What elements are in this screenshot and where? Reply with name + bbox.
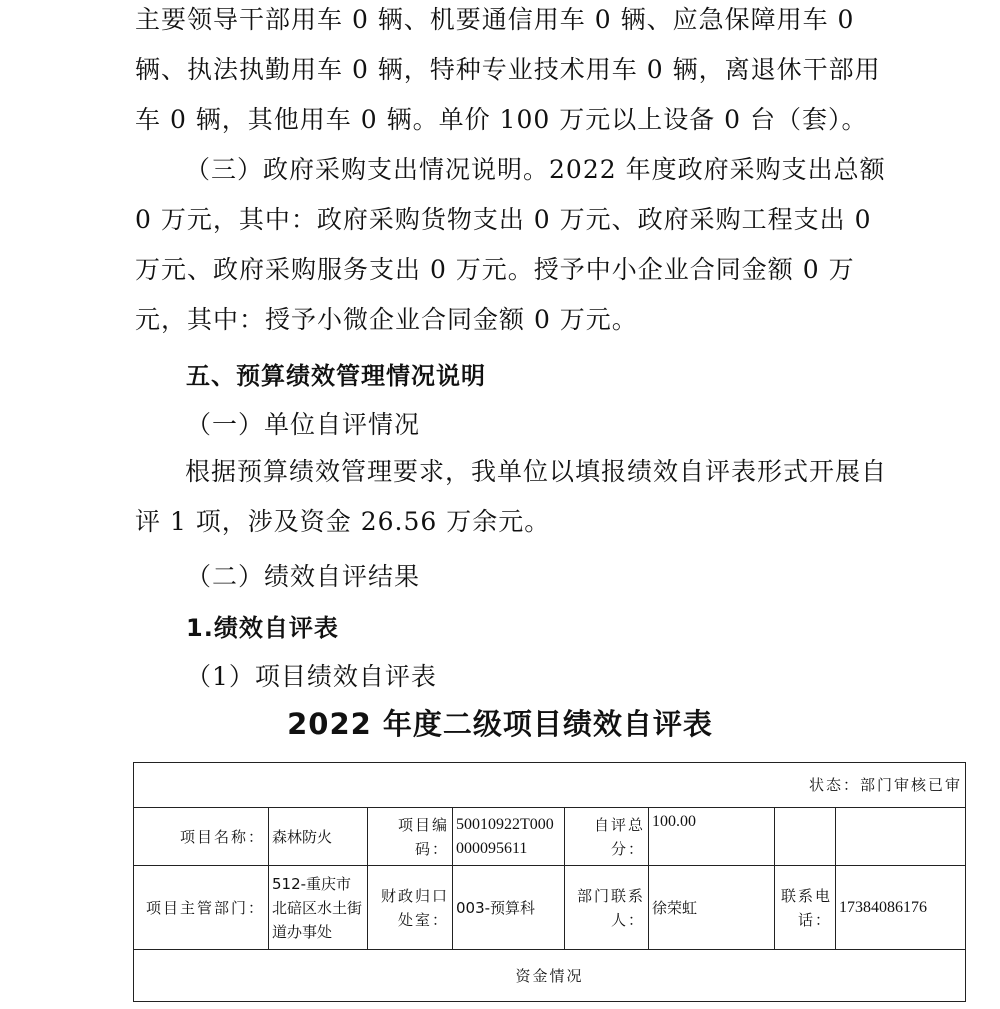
paragraph-procurement: （三）政府采购支出情况说明。2022 年度政府采购支出总额 0 万元，其中：政府采购货物支出 0 万元、政府采购工程支出 0 万元、政府采购服务支出 0 万元。授予中小企业合同金额 0 万元，其中：授予小微企业合同金额 0 万元。 <box>135 155 886 334</box>
heading-table: 1.绩效自评表 <box>186 614 339 642</box>
table-row <box>134 950 966 1002</box>
score-value: 100.00 <box>649 808 775 866</box>
contact-value: 徐荣虹 <box>649 866 775 950</box>
empty-cell <box>775 808 836 866</box>
score-label: 自评总分： <box>565 808 649 866</box>
table-title: 2022 年度二级项目绩效自评表 <box>287 707 713 741</box>
subheading-results: （二）绩效自评结果 <box>186 562 421 591</box>
section-heading-performance: 五、预算绩效管理情况说明 <box>186 362 486 390</box>
finance-value: 003-预算科 <box>453 866 565 950</box>
finance-label: 财政归口处室： <box>368 866 453 950</box>
dept-value: 512-重庆市北碚区水土街道办事处 <box>269 866 368 950</box>
project-code-value: 50010922T000000095611 <box>453 808 565 866</box>
empty-cell <box>836 808 966 866</box>
contact-label: 部门联系人： <box>565 866 649 950</box>
subheading-project-table: （1）项目绩效自评表 <box>186 662 437 691</box>
phone-value: 17384086176 <box>836 866 966 950</box>
table-row <box>134 866 966 950</box>
funds-section-header: 资金情况 <box>134 950 966 1002</box>
project-name-label: 项目名称： <box>134 808 269 866</box>
dept-label: 项目主管部门： <box>134 866 269 950</box>
status-cell: 状态：部门审核已审 <box>134 763 966 808</box>
evaluation-table <box>133 762 966 1002</box>
project-code-label: 项目编码： <box>368 808 453 866</box>
table-row <box>134 808 966 866</box>
subheading-self-evaluation: （一）单位自评情况 <box>186 410 421 439</box>
project-name-value: 森林防火 <box>269 808 368 866</box>
paragraph-self-evaluation: 根据预算绩效管理要求，我单位以填报绩效自评表形式开展自评 1 项，涉及资金 26.56 万余元。 <box>135 457 888 536</box>
phone-label: 联系电话： <box>775 866 836 950</box>
table-row <box>134 763 966 808</box>
paragraph-vehicles: 主要领导干部用车 0 辆、机要通信用车 0 辆、应急保障用车 0 辆、执法执勤用车 0 辆，特种专业技术用车 0 辆，离退休干部用车 0 辆，其他用车 0 辆。单价 100 万元以上设备 0 台（套）。 <box>135 5 881 134</box>
